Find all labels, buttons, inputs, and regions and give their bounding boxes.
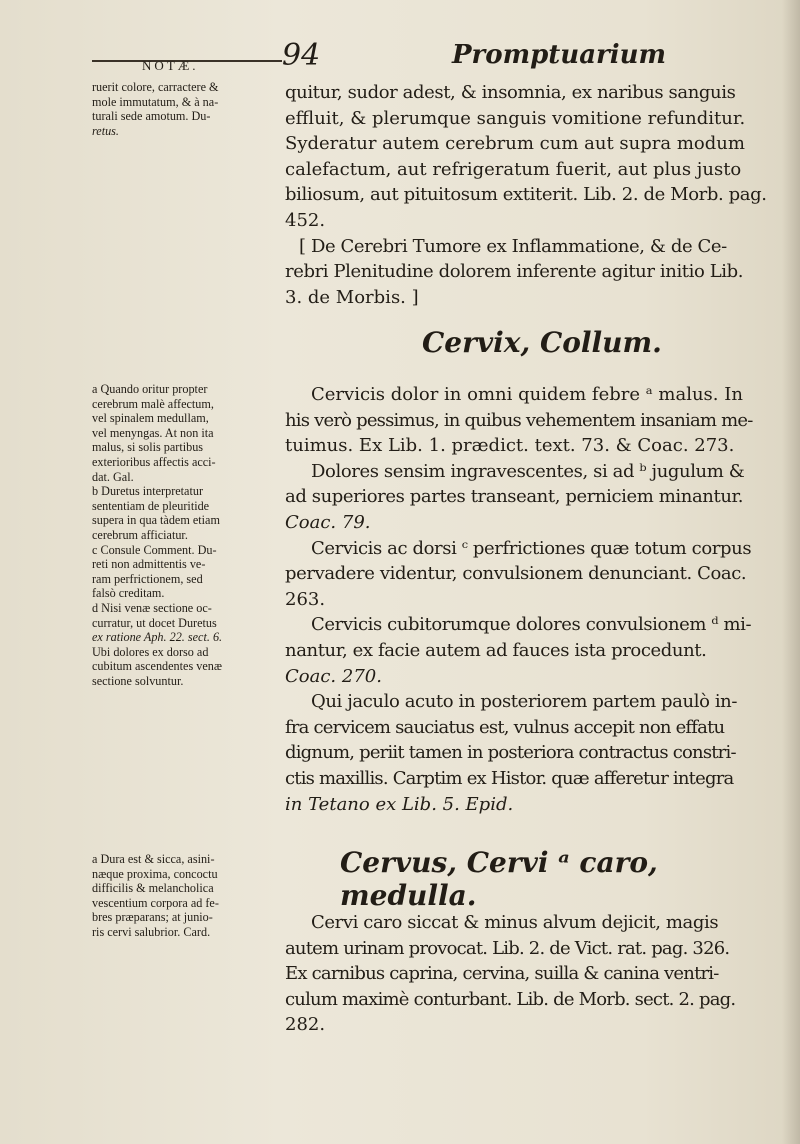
text-line: Cervicis cubitorumque dolores convulsionem ᵈ mi- [311, 614, 752, 636]
side-note-line: ram perfrictionem, sed [92, 571, 203, 586]
text-line: fra cervicem sauciatus est, vulnus accepit non effatu [285, 716, 725, 738]
text-line: calefactum, aut refrigeratum fuerit, aut plus justo [285, 158, 742, 180]
side-note-line: reti non admittentis ve- [92, 557, 206, 572]
text-line: 3. de Morbis. ] [285, 286, 419, 308]
text-line: rebri Plenitudine dolorem inferente agitur initio Lib. [285, 261, 744, 283]
cervix-side-notes [92, 382, 280, 688]
side-note-line: cubitum ascendentes venæ [92, 659, 222, 674]
top-main-text [285, 80, 791, 310]
text-line: [ De Cerebri Tumore ex Inflammatione, & de Ce- [299, 235, 727, 257]
side-note-line: sententiam de pleuritide [92, 498, 210, 513]
side-note-line: næque proxima, concoctu [92, 866, 218, 881]
side-note-line: vescentium corpora ad fe- [92, 895, 219, 910]
side-note-line: retus. [92, 123, 119, 138]
text-line: ad superiores partes transeant, perniciem minantur. [285, 486, 744, 508]
page-header [92, 38, 792, 78]
side-note-line: curratur, ut docet Duretus [92, 615, 217, 630]
side-note-line: falsò creditam. [92, 586, 165, 601]
text-line: effluit, & plerumque sanguis vomitione refunditur. [285, 107, 746, 129]
side-note-line: supera in qua tàdem etiam [92, 513, 220, 528]
side-note-line: cerebrum afficiatur. [92, 527, 188, 542]
side-note-line: c Consule Comment. Du- [92, 542, 217, 557]
side-note-line: a Dura est & sicca, asini- [92, 852, 215, 866]
side-note-line: ex ratione Aph. 22. sect. 6. [92, 630, 223, 645]
side-note-line: d Nisi venæ sectione oc- [92, 600, 212, 615]
cervus-side-notes [92, 852, 280, 940]
text-line: biliosum, aut pituitosum extiterit. Lib. 2. de Morb. pag. [285, 184, 767, 206]
cervix-main-text [285, 382, 791, 817]
side-note-line: Ubi dolores ex dorso ad [92, 644, 209, 659]
side-note-line: vel menyngas. At non ita [92, 425, 214, 440]
side-note-line: sectione solvuntur. [92, 673, 184, 688]
text-line: Qui jaculo acuto in posteriorem partem paulò in- [311, 691, 738, 713]
side-note-line: ruerit colore, carractere & [92, 80, 219, 94]
text-line: Dolores sensim ingravescentes, si ad ᵇ jugulum & [311, 460, 745, 482]
side-note-line: cerebrum malè affectum, [92, 396, 214, 411]
running-title: Promptuarium [452, 40, 667, 70]
text-line: nantur, ex facie autem ad fauces ista procedunt. [285, 639, 707, 661]
text-line: Ex carnibus caprina, cervina, suilla & canina ventri- [285, 963, 719, 985]
side-note-line: mole immutatum, & à na- [92, 94, 219, 109]
text-line: pervadere videntur, convulsionem denunciant. Coac. [285, 563, 747, 585]
side-note-line: dat. Gal. [92, 469, 134, 484]
side-note-line: vel spinalem medullam, [92, 411, 209, 426]
text-line: in Tetano ex Lib. 5. Epid. [285, 793, 514, 815]
section-title-cervix: Cervix, Collum. [422, 326, 662, 359]
text-line: Cervi caro siccat & minus alvum dejicit, magis [311, 912, 719, 933]
side-note-line: a Quando oritur propter [92, 382, 208, 396]
side-note-line: exterioribus affectis acci- [92, 454, 216, 469]
side-note-line: b Duretus interpretatur [92, 484, 204, 499]
side-note-line: malus, si solis partibus [92, 440, 204, 455]
side-note-line: turali sede amotum. Du- [92, 109, 211, 124]
text-line: Coac. 79. [285, 511, 371, 533]
text-line: his verò pessimus, in quibus vehementem insaniam me- [285, 409, 753, 431]
text-line: ctis maxillis. Carptim ex Histor. quæ afferetur integra [285, 767, 734, 789]
text-line: dignum, periit tamen in posteriora contractus constri- [285, 742, 736, 764]
text-line: culum maximè conturbant. Lib. de Morb. sect. 2. pag. [285, 988, 736, 1010]
text-line: Cervicis ac dorsi ᶜ perfrictiones quæ totum corpus [311, 537, 752, 559]
text-line: 263. [285, 588, 326, 610]
text-line: 282. [285, 1014, 326, 1036]
text-line: Syderatur autem cerebrum cum aut supra modum [285, 133, 745, 155]
text-line: autem urinam provocat. Lib. 2. de Vict. rat. pag. 326. [285, 937, 730, 959]
text-line: Cervicis dolor in omni quidem febre ᵃ malus. In [311, 384, 743, 405]
section-title-cervus: Cervus, Cervi ᵃ caro, medulla. [340, 846, 658, 912]
text-line: tuimus. Ex Lib. 1. prædict. text. 73. & Coac. 273. [285, 435, 735, 457]
text-line: 452. [285, 209, 326, 231]
side-note-line: ris cervi salubrior. Card. [92, 924, 211, 939]
notae-label: NOTÆ. [142, 58, 199, 73]
text-line: quitur, sudor adest, & insomnia, ex naribus sanguis [285, 82, 736, 103]
top-side-note [92, 80, 280, 138]
cervus-main-text [285, 910, 791, 1038]
side-note-line: bres præparans; at junio- [92, 910, 213, 925]
text-line: Coac. 270. [285, 665, 382, 687]
page-number: 94 [282, 38, 321, 73]
side-note-line: difficilis & melancholica [92, 881, 214, 896]
